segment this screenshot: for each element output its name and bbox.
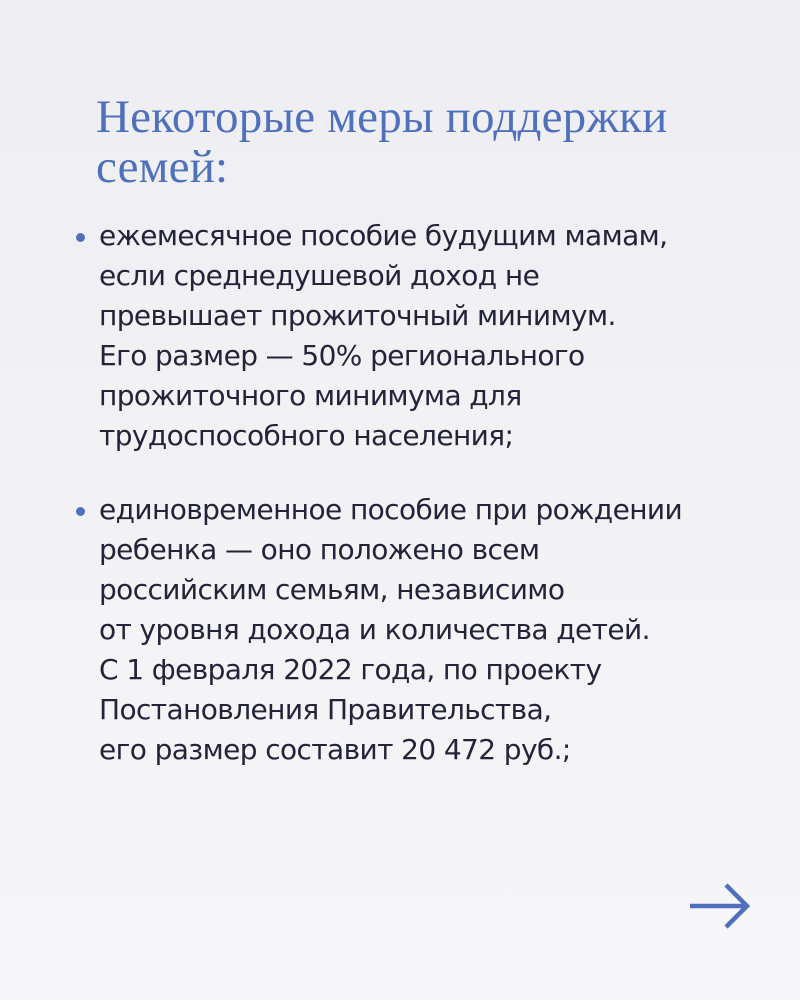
bullet-icon <box>76 507 85 516</box>
item-line: превышает прожиточный минимум. <box>99 299 616 332</box>
support-measures-list <box>72 216 772 770</box>
item-line: от уровня дохода и количества детей. <box>99 613 650 646</box>
bullet-icon <box>76 233 85 242</box>
title-line: семей: <box>96 141 229 193</box>
item-line: его размер составит 20 472 руб.; <box>99 733 571 766</box>
list-item <box>72 490 772 770</box>
item-line: если среднедушевой доход не <box>99 259 540 292</box>
item-line: Его размер — 50% регионального <box>99 339 585 372</box>
title-line: Некоторые меры поддержки <box>96 91 668 143</box>
item-line: Постановления Правительства, <box>99 693 552 726</box>
list-item <box>72 216 772 456</box>
item-line: ребенка — оно положено всем <box>99 533 540 566</box>
item-line: прожиточного минимума для <box>99 379 522 412</box>
slide-title <box>96 92 756 192</box>
item-line: ежемесячное пособие будущим мамам, <box>99 219 668 252</box>
item-line: трудоспособного населения; <box>99 419 514 452</box>
item-line: российским семьям, независимо <box>99 573 565 606</box>
item-line: С 1 февраля 2022 года, по проекту <box>99 653 602 686</box>
arrow-right-icon[interactable] <box>688 880 752 932</box>
item-line: единовременное пособие при рождении <box>99 493 683 526</box>
